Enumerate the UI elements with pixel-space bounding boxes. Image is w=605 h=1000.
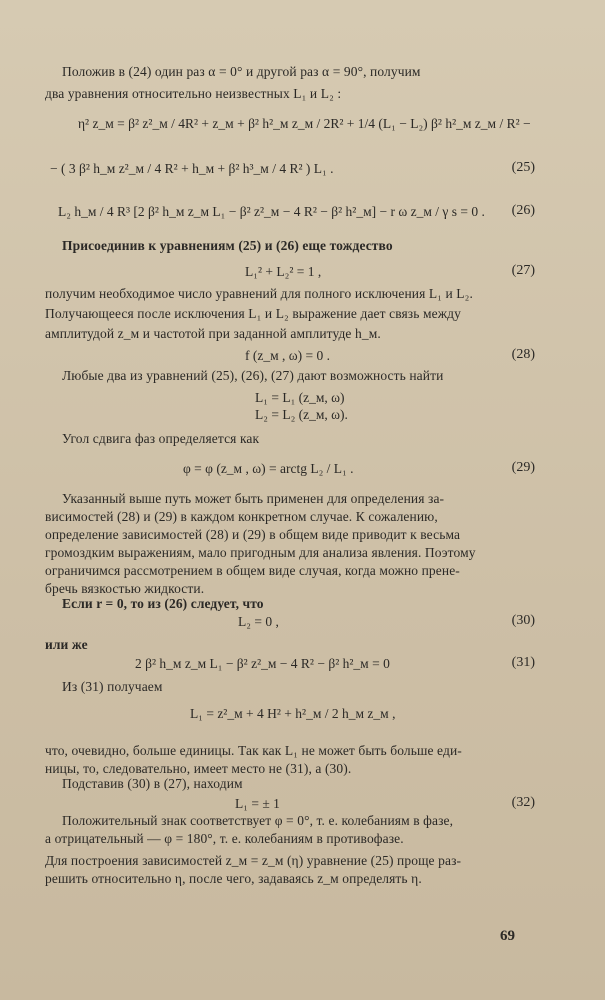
equation-line: − ( 3 β² h_м z²_м / 4 R² + h_м + β² h³_м / 4 R² ) L₁ . bbox=[50, 161, 334, 176]
text-line: Получающееся после исключения L₁ и L₂ выражение дает связь между bbox=[45, 306, 461, 321]
text-line: а отрицательный — φ = 180°, т. е. колебаниям в противофазе. bbox=[45, 831, 404, 846]
text-line: определение зависимостей (28) и (29) в общем виде приводит к весьма bbox=[45, 527, 461, 542]
page-number: 69 bbox=[500, 928, 515, 944]
text-line: решить относительно η, после чего, задаваясь z_м определять η. bbox=[45, 871, 422, 886]
equation-number: (26) bbox=[511, 203, 535, 218]
text-line: висимостей (28) и (29) в каждом конкретном случае. К сожалению, bbox=[45, 509, 438, 524]
equation-line: 2 β² h_м z_м L₁ − β² z²_м − 4 R² − β² h²_м = 0 bbox=[135, 656, 390, 671]
text-line: Если r = 0, то из (26) следует, что bbox=[62, 596, 264, 611]
text-line: бречь вязкостью жидкости. bbox=[45, 581, 205, 596]
text-line: что, очевидно, больше единицы. Так как L₁ не может быть больше еди- bbox=[45, 743, 462, 758]
text-line: Указанный выше путь может быть применен для определения за- bbox=[62, 491, 445, 506]
equation-number: (29) bbox=[511, 460, 535, 475]
equation-line: L₁² + L₂² = 1 , bbox=[245, 264, 322, 279]
equation-line: f (z_м , ω) = 0 . bbox=[245, 348, 331, 363]
text-line: Из (31) получаем bbox=[62, 679, 163, 694]
text-line: Подставив (30) в (27), находим bbox=[62, 776, 243, 791]
text-line: Присоединив к уравнениям (25) и (26) еще тождество bbox=[62, 238, 393, 253]
text-line: ницы, то, следовательно, имеет место не (31), а (30). bbox=[45, 761, 352, 776]
text-line: Угол сдвига фаз определяется как bbox=[62, 431, 260, 446]
text-line: Положительный знак соответствует φ = 0°, т. е. колебаниям в фазе, bbox=[62, 813, 454, 828]
text-line: два уравнения относительно неизвестных L₁ и L₂ : bbox=[45, 86, 342, 101]
equation-line: η² z_м = β² z²_м / 4R² + z_м + β² h²_м z_м / 2R² + 1/4 (L₁ − L₂) β² h²_м z_м / R² − bbox=[78, 116, 531, 131]
text-line: получим необходимое число уравнений для полного исключения L₁ и L₂. bbox=[45, 286, 473, 301]
equation-line: L₂ = L₂ (z_м, ω). bbox=[255, 407, 348, 422]
equation-line: L₁ = L₁ (z_м, ω) bbox=[255, 390, 345, 405]
text-line: Положив в (24) один раз α = 0° и другой раз α = 90°, получим bbox=[62, 64, 421, 79]
equation-line: φ = φ (z_м , ω) = arctg L₂ / L₁ . bbox=[183, 461, 354, 476]
text-line: Для построения зависимостей z_м = z_м (η) уравнение (25) проще раз- bbox=[45, 853, 462, 868]
text-line: ограничимся рассмотрением в общем виде случая, когда можно прене- bbox=[45, 563, 460, 578]
equation-number: (30) bbox=[511, 613, 535, 628]
text-line: громоздким выражениям, мало пригодным для анализа явления. Поэтому bbox=[45, 545, 476, 560]
equation-line: L₂ = 0 , bbox=[238, 614, 279, 629]
equation-line: L₁ = ± 1 bbox=[235, 796, 280, 811]
equation-line: L₂ h_м / 4 R³ [2 β² h_м z_м L₁ − β² z²_м − 4 R² − β² h²_м] − r ω z_м / γ s = 0 . bbox=[58, 204, 485, 219]
equation-number: (28) bbox=[511, 347, 535, 362]
equation-number: (27) bbox=[511, 263, 535, 278]
equation-number: (32) bbox=[511, 795, 535, 810]
text-line: или же bbox=[45, 637, 88, 652]
equation-number: (25) bbox=[511, 160, 535, 175]
equation-line: L₁ = z²_м + 4 H² + h²_м / 2 h_м z_м , bbox=[190, 706, 396, 721]
equation-number: (31) bbox=[511, 655, 535, 670]
text-line: амплитудой z_м и частотой при заданной амплитуде h_м. bbox=[45, 326, 381, 341]
text-line: Любые два из уравнений (25), (26), (27) дают возможность найти bbox=[62, 368, 444, 383]
